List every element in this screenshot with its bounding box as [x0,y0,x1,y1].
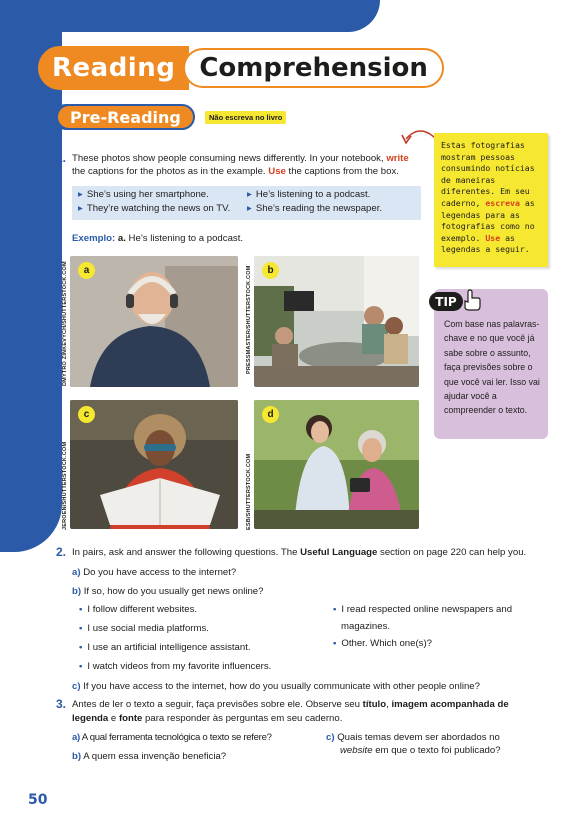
photo-credit: DMYTRO ZINKEVYCH/SHUTTERSTOCK.COM [62,261,68,386]
q3c-website: website [340,745,373,756]
example-text: He’s listening to a podcast. [128,233,244,244]
q3-imagem: imagem acompanhada de [391,699,509,710]
q2c [72,680,552,693]
q3-fonte: fonte [118,713,143,724]
list-item: • I watch videos from my favorite influencers. [79,661,271,672]
q3c-letter: c) [326,732,335,743]
q1-use: Use [268,166,286,177]
photo-a [70,256,238,387]
photo-b [254,256,419,387]
q2-useful: Useful Language [300,547,378,558]
q1-text-c: the captions from the box. [285,166,399,177]
q2b-text: If so, how do you usually get news online? [83,586,264,597]
q1-text [72,152,422,178]
q2a [72,566,236,579]
q3-text-b: , [386,699,392,710]
photo-letter: b [262,262,279,279]
photo-credit: ESB/SHUTTERSTOCK.COM [246,453,252,530]
title-reading: Reading [38,46,189,90]
q3b [72,750,226,763]
list-item: • Other. Which one(s)? [333,638,432,649]
photo-c [70,400,238,529]
q3c-text-a: Quais temas devem ser abordados no [337,732,500,743]
q3c [326,731,550,757]
photo-d [254,400,419,529]
q2-text-a: In pairs, ask and answer the following questions. The [72,547,301,558]
example-label: Exemplo: [72,233,116,244]
tip-box [434,289,548,439]
q3-text-a: Antes de ler o texto a seguir, faça previsões sobre ele. Observe seu [72,699,363,710]
caption-item: ▸ She’s reading the newspaper. [247,203,382,214]
q3b-letter: b) [72,751,82,762]
photo-d-illustration [254,400,419,529]
page-title [38,46,444,90]
q2b [72,585,263,598]
photo-letter: d [262,406,279,423]
photo-letter: a [78,262,95,279]
q2-text [72,546,552,559]
q3-line2 [72,712,552,725]
page-number: 50 [28,792,48,808]
list-item: • I use social media platforms. [79,623,209,634]
q3c-text-b: em que o texto foi publicado? [372,745,501,756]
photo-letter: c [78,406,95,423]
note-use: Use [485,232,501,243]
q3-line1 [72,698,552,711]
photo-b-illustration [254,256,419,387]
list-item: • I follow different websites. [79,604,197,615]
q2c-letter: c) [72,681,81,692]
q2b-letter: b) [72,586,82,597]
list-item: • I use an artificial intelligence assistant. [79,642,251,653]
q3a [72,731,272,744]
q1-write: write [386,153,409,164]
q3a-letter: a) [72,732,80,743]
list-item-continued: magazines. [341,621,391,632]
tip-text: Com base nas palavras-chave e no que você já sabe sobre o assunto, faça previsões sobre o que você vai ler. Isso vai ajudar você a compreender o texto. [444,319,540,416]
title-comprehension: Comprehension [183,48,444,88]
no-write-badge: Não escreva no livro [205,111,286,124]
q3-text-d: para responder às perguntas em seu caderno. [142,713,343,724]
example-line [72,233,243,244]
prereading-label: Pre-Reading [56,104,195,130]
photo-credit: JEROEN/SHUTTERSTOCK.COM [62,441,68,530]
caption-item: ▸ They’re watching the news on TV. [78,203,230,214]
note-escreva: escreva [485,197,520,208]
q2a-text: Do you have access to the internet? [83,567,237,578]
example-letter: a. [117,233,126,244]
section-heading [56,104,195,130]
q3-titulo: título [362,699,387,710]
photo-credit: PRESSMASTER/SHUTTERSTOCK.COM [246,265,252,374]
caption-item: ▸ He’s listening to a podcast. [247,189,370,200]
q2-number: 2. [56,545,67,559]
translation-note [434,133,548,267]
q3-legenda: legenda [72,713,109,724]
caption-item: ▸ She’s using her smartphone. [78,189,209,200]
note-text-c: as legendas a seguir. [441,232,530,255]
q2-text-b: section on page 220 can help you. [377,547,527,558]
pointing-hand-icon [461,289,483,311]
q3-number: 3. [56,697,67,711]
q2a-letter: a) [72,567,81,578]
q1-text-a: These photos show people consuming news differently. In your notebook, [72,153,387,164]
note-text-b: as legendas para as fotografias como no exemplo. [441,197,535,243]
note-text-a: Estas fotografias mostram pessoas consumindo notícias de maneiras diferentes. Em seu caderno, [441,140,535,208]
q1-number: 1. [56,151,67,165]
tip-label: TIP [429,292,463,311]
q3a-text: A qual ferramenta tecnológica o texto se refere? [81,732,272,743]
list-item: • I read respected online newspapers and [333,604,549,615]
q1-text-b: the captions for the photos as in the example. [72,166,269,177]
photo-c-illustration [70,400,238,529]
q3b-text: A quem essa invenção beneficia? [83,751,227,762]
q2c-text: If you have access to the internet, how do you usually communicate with other people online? [83,681,480,692]
q3-text-c: e [108,713,119,724]
photo-a-illustration [70,256,238,387]
